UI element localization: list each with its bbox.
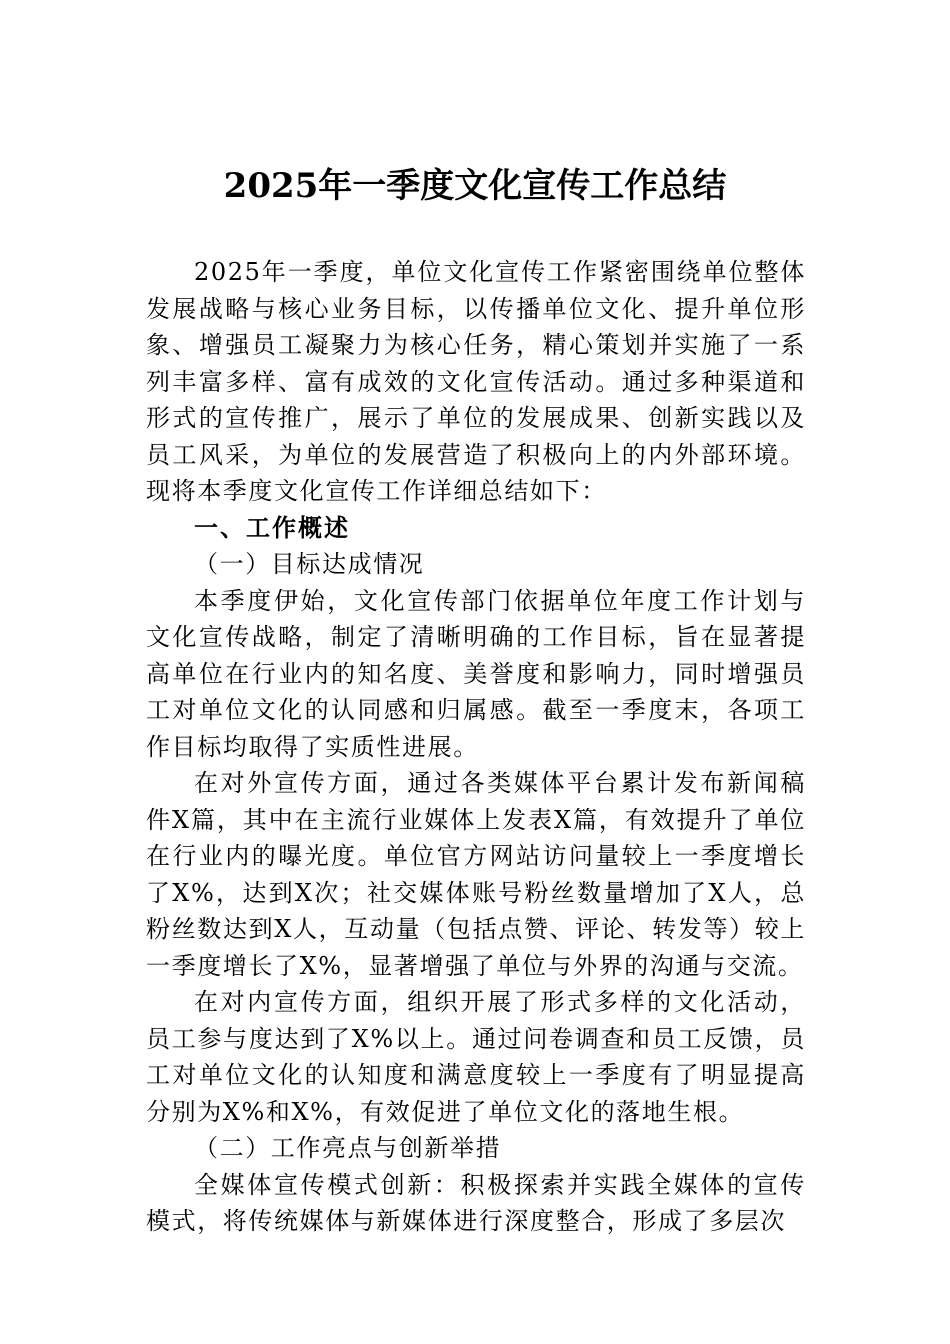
document-title: 2025年一季度文化宣传工作总结	[223, 166, 727, 206]
section-heading-overview: 一、工作概述	[194, 513, 350, 542]
intro-paragraph: 2025年一季度，单位文化宣传工作紧密围绕单位整体发展战略与核心业务目标，以传播单位文化、提升单位形象、增强员工凝聚力为核心任务，精心策划并实施了一系列丰富多样、富有成效的文化宣传活动。通过多种渠道和形式的宣传推广，展示了单位的发展成果、创新实践以及员工风采，为单位的发展营造了积极向上的内外部环境。现将本季度文化宣传工作详细总结如下：	[146, 258, 806, 505]
goals-paragraph: 本季度伊始，文化宣传部门依据单位年度工作计划与文化宣传战略，制定了清晰明确的工作目标，旨在显著提高单位在行业内的知名度、美誉度和影响力，同时增强员工对单位文化的认同感和归属感。截至一季度末，各项工作目标均取得了实质性进展。	[146, 586, 806, 761]
subsection-heading-goals: （一）目标达成情况	[194, 550, 425, 578]
subsection-heading-highlights: （二）工作亮点与创新举措	[194, 1134, 502, 1162]
highlights-paragraph: 全媒体宣传模式创新：积极探索并实践全媒体的宣传模式，将传统媒体与新媒体进行深度整合，形成了多层次	[146, 1170, 806, 1235]
external-publicity-paragraph: 在对外宣传方面，通过各类媒体平台累计发布新闻稿件X篇，其中在主流行业媒体上发表X篇，有效提升了单位在行业内的曝光度。单位官方网站访问量较上一季度增长了X%，达到X次；社交媒体账号粉丝数量增加了X人，总粉丝数达到X人，互动量（包括点赞、评论、转发等）较上一季度增长了X%，显著增强了单位与外界的沟通与交流。	[146, 769, 806, 980]
internal-publicity-paragraph: 在对内宣传方面，组织开展了形式多样的文化活动，员工参与度达到了X%以上。通过问卷调查和员工反馈，员工对单位文化的认知度和满意度较上一季度有了明显提高分别为X%和X%，有效促进了单位文化的落地生根。	[146, 988, 806, 1126]
document-body	[146, 254, 806, 1240]
